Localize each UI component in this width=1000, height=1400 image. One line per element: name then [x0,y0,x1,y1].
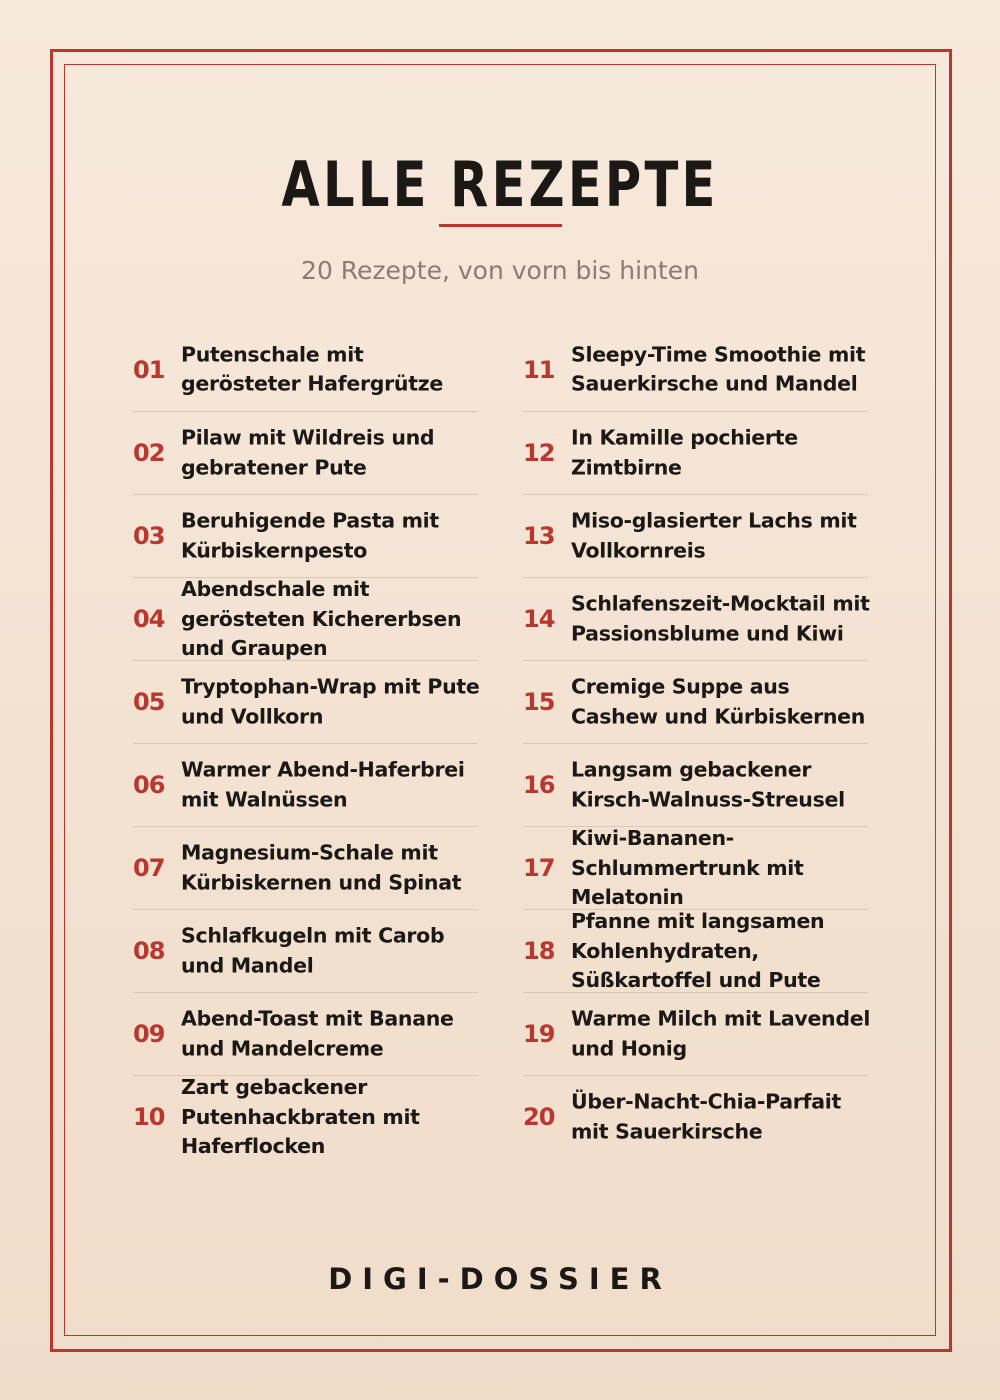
recipe-name: Warmer Abend-Haferbrei mit Walnüssen [181,757,465,811]
recipe-name: Miso-glasierter Lachs mit Vollkornreis [571,508,857,562]
recipe-number: 17 [523,854,555,882]
recipe-item[interactable] [523,826,868,909]
recipe-item[interactable] [133,1075,478,1158]
recipe-number: 20 [523,1103,555,1131]
recipe-number: 14 [523,605,555,633]
recipe-name: Schlafkugeln mit Carob und Mandel [181,923,445,977]
recipe-name: Über-Nacht-Chia-Parfait mit Sauerkirsche [571,1089,841,1143]
recipe-item[interactable] [523,992,871,1075]
recipe-item[interactable] [133,411,478,494]
recipe-item[interactable] [523,743,868,826]
recipe-number: 02 [133,439,165,467]
recipe-name: Tryptophan-Wrap mit Pute und Vollkorn [181,674,480,728]
recipe-number: 11 [523,355,555,384]
recipe-item[interactable] [133,577,478,660]
recipe-name: Sleepy-Time Smoothie mit Sauerkirsche und Mandel [571,342,866,396]
recipe-number: 05 [133,688,165,716]
recipe-list-right [523,328,871,1158]
recipe-number: 19 [523,1020,555,1048]
recipe-name: Cremige Suppe aus Cashew und Kürbiskernen [571,674,866,728]
recipe-item[interactable] [523,494,868,577]
recipe-name: In Kamille pochierte Zimtbirne [571,425,798,479]
recipe-number: 09 [133,1020,165,1048]
recipe-name: Putenschale mit gerösteter Hafergrütze [181,342,443,396]
recipe-item[interactable] [523,411,868,494]
recipe-item[interactable] [133,909,478,992]
recipe-item[interactable] [133,494,478,577]
recipe-number: 06 [133,771,165,799]
recipe-name: Kiwi-Bananen-Schlummertrunk mit Melatonin [571,825,804,909]
recipe-item[interactable] [133,328,478,411]
footer-brand: DIGI-DOSSIER [328,1262,672,1296]
recipe-name: Pilaw mit Wildreis und gebratener Pute [181,425,435,479]
page-subtitle: 20 Rezepte, von vorn bis hinten [301,256,699,285]
recipe-item[interactable] [133,660,478,743]
recipe-number: 13 [523,522,555,550]
recipe-name: Magnesium-Schale mit Kürbiskernen und Spinat [181,840,462,894]
recipe-item[interactable] [523,1075,868,1158]
recipe-list-left [133,328,478,1158]
recipe-number: 15 [523,688,555,716]
recipe-name: Abendschale mit gerösteten Kichererbsen und Graupen [181,576,462,660]
recipe-name: Abend-Toast mit Banane und Mandelcreme [181,1006,454,1060]
page-title: ALLE REZEPTE [281,148,719,221]
recipe-name: Warme Milch mit Lavendel und Honig [571,1006,871,1060]
recipe-item[interactable] [523,660,868,743]
recipe-name: Langsam gebackener Kirsch-Walnuss-Streusel [571,757,845,811]
recipe-number: 03 [133,522,165,550]
recipe-number: 04 [133,605,165,633]
recipe-number: 12 [523,439,555,467]
recipe-item[interactable] [133,992,478,1075]
recipe-number: 07 [133,854,165,882]
recipe-name: Schlafenszeit-Mocktail mit Passionsblume und Kiwi [571,591,870,645]
recipe-item[interactable] [133,743,478,826]
recipe-number: 18 [523,937,555,965]
recipe-number: 16 [523,771,555,799]
recipe-number: 01 [133,355,165,384]
title-underline [439,224,562,227]
recipe-item[interactable] [133,826,478,909]
recipe-number: 08 [133,937,165,965]
recipe-name: Zart gebackener Putenhackbraten mit Haferflocken [181,1074,420,1158]
recipe-name: Beruhigende Pasta mit Kürbiskernpesto [181,508,439,562]
recipe-name: Pfanne mit langsamen Kohlenhydraten, Süßkartoffel und Pute [571,908,825,992]
recipe-item[interactable] [523,909,868,992]
recipe-item[interactable] [523,577,868,660]
recipe-number: 10 [133,1103,165,1131]
recipe-item[interactable] [523,328,868,411]
